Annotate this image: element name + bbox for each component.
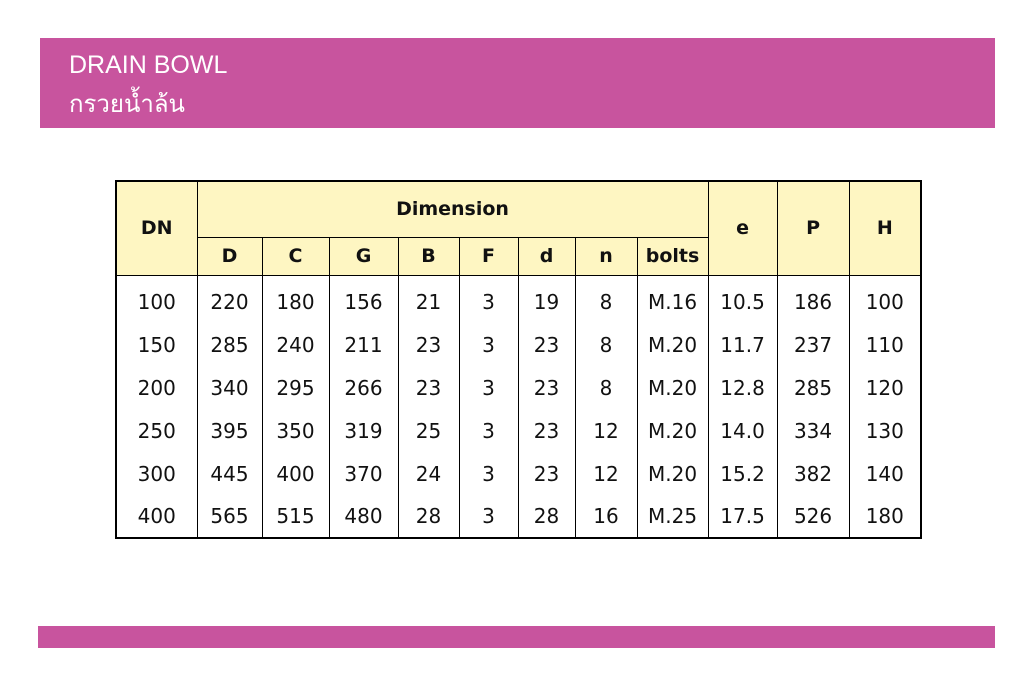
cell-d: 445 — [197, 452, 262, 495]
cell-b: 24 — [398, 452, 459, 495]
cell-b: 25 — [398, 409, 459, 452]
cell-g: 156 — [329, 275, 398, 323]
cell-small-d: 23 — [518, 409, 575, 452]
cell-b: 21 — [398, 275, 459, 323]
cell-bolts: M.20 — [637, 323, 708, 366]
cell-g: 266 — [329, 366, 398, 409]
cell-d: 340 — [197, 366, 262, 409]
table-row — [116, 495, 921, 538]
col-header-f: F — [459, 237, 518, 275]
footer-bar — [38, 626, 995, 648]
cell-g: 370 — [329, 452, 398, 495]
cell-f: 3 — [459, 452, 518, 495]
cell-h: 130 — [849, 409, 921, 452]
col-header-e: e — [708, 181, 777, 275]
spec-table — [115, 180, 922, 539]
cell-g: 480 — [329, 495, 398, 538]
col-header-small-d: d — [518, 237, 575, 275]
cell-bolts: M.20 — [637, 409, 708, 452]
cell-small-d: 23 — [518, 366, 575, 409]
cell-small-d: 28 — [518, 495, 575, 538]
cell-b: 23 — [398, 366, 459, 409]
cell-n: 8 — [575, 366, 637, 409]
cell-h: 120 — [849, 366, 921, 409]
cell-c: 295 — [262, 366, 329, 409]
cell-e: 10.5 — [708, 275, 777, 323]
cell-small-d: 23 — [518, 452, 575, 495]
cell-d: 220 — [197, 275, 262, 323]
cell-n: 8 — [575, 275, 637, 323]
cell-h: 180 — [849, 495, 921, 538]
cell-bolts: M.20 — [637, 452, 708, 495]
cell-dn: 300 — [116, 452, 197, 495]
cell-dn: 400 — [116, 495, 197, 538]
table-row — [116, 366, 921, 409]
cell-f: 3 — [459, 275, 518, 323]
col-header-g: G — [329, 237, 398, 275]
cell-c: 350 — [262, 409, 329, 452]
col-header-c: C — [262, 237, 329, 275]
page-title: DRAIN BOWL — [69, 51, 228, 79]
col-header-bolts: bolts — [637, 237, 708, 275]
cell-g: 319 — [329, 409, 398, 452]
cell-b: 28 — [398, 495, 459, 538]
cell-bolts: M.16 — [637, 275, 708, 323]
cell-f: 3 — [459, 409, 518, 452]
table-body — [116, 275, 921, 538]
cell-n: 12 — [575, 452, 637, 495]
cell-d: 395 — [197, 409, 262, 452]
title-banner — [40, 38, 995, 128]
col-header-p: P — [777, 181, 849, 275]
cell-d: 565 — [197, 495, 262, 538]
cell-dn: 150 — [116, 323, 197, 366]
cell-dn: 100 — [116, 275, 197, 323]
cell-f: 3 — [459, 323, 518, 366]
col-header-b: B — [398, 237, 459, 275]
cell-p: 334 — [777, 409, 849, 452]
cell-e: 12.8 — [708, 366, 777, 409]
cell-p: 186 — [777, 275, 849, 323]
cell-n: 12 — [575, 409, 637, 452]
cell-e: 17.5 — [708, 495, 777, 538]
cell-d: 285 — [197, 323, 262, 366]
cell-p: 285 — [777, 366, 849, 409]
table-row — [116, 409, 921, 452]
col-header-n: n — [575, 237, 637, 275]
cell-bolts: M.25 — [637, 495, 708, 538]
cell-small-d: 19 — [518, 275, 575, 323]
cell-p: 382 — [777, 452, 849, 495]
table-row — [116, 275, 921, 323]
cell-dn: 200 — [116, 366, 197, 409]
cell-c: 400 — [262, 452, 329, 495]
cell-c: 515 — [262, 495, 329, 538]
cell-p: 526 — [777, 495, 849, 538]
cell-e: 11.7 — [708, 323, 777, 366]
cell-c: 240 — [262, 323, 329, 366]
table-row — [116, 452, 921, 495]
cell-g: 211 — [329, 323, 398, 366]
cell-n: 8 — [575, 323, 637, 366]
cell-h: 100 — [849, 275, 921, 323]
cell-e: 15.2 — [708, 452, 777, 495]
table-row — [116, 323, 921, 366]
cell-n: 16 — [575, 495, 637, 538]
cell-c: 180 — [262, 275, 329, 323]
col-header-d: D — [197, 237, 262, 275]
table-header — [116, 181, 921, 275]
col-header-dimension: Dimension — [197, 181, 708, 237]
header-row — [116, 181, 921, 237]
cell-p: 237 — [777, 323, 849, 366]
cell-f: 3 — [459, 366, 518, 409]
col-header-h: H — [849, 181, 921, 275]
cell-h: 110 — [849, 323, 921, 366]
col-header-dn: DN — [116, 181, 197, 275]
cell-b: 23 — [398, 323, 459, 366]
cell-f: 3 — [459, 495, 518, 538]
cell-dn: 250 — [116, 409, 197, 452]
cell-bolts: M.20 — [637, 366, 708, 409]
cell-e: 14.0 — [708, 409, 777, 452]
page-subtitle: กรวยน้ำล้น — [69, 90, 185, 118]
cell-small-d: 23 — [518, 323, 575, 366]
cell-h: 140 — [849, 452, 921, 495]
